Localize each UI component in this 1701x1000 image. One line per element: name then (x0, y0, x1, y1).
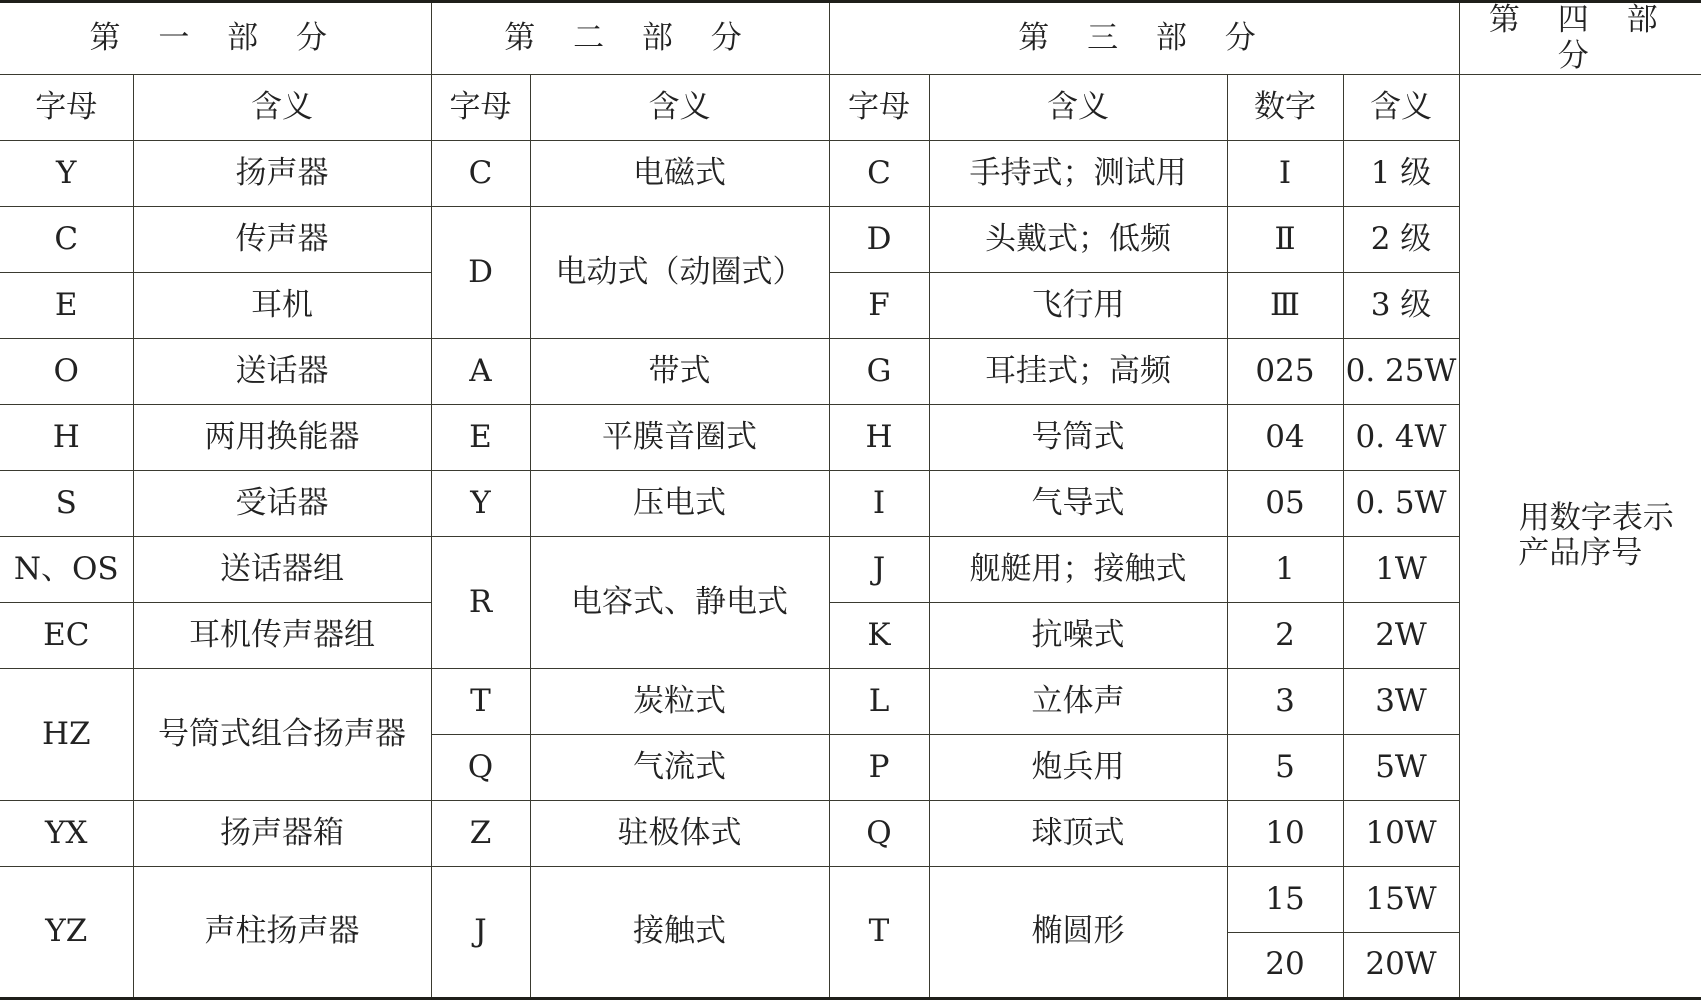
part2-meaning: 带式 (530, 339, 829, 405)
part3-number: Ⅱ (1227, 207, 1343, 273)
part2-letter: Q (431, 735, 530, 801)
part3-letter-meaning: 头戴式；低频 (929, 207, 1227, 273)
part3-number: 1 (1227, 537, 1343, 603)
part3-number-meaning-header: 含义 (1343, 75, 1459, 141)
table-row (0, 801, 1701, 867)
part3-number: Ⅲ (1227, 273, 1343, 339)
part1-letter: YX (0, 801, 133, 867)
part1-meaning: 传声器 (133, 207, 431, 273)
part3-letter-meaning: 飞行用 (929, 273, 1227, 339)
part4-line2: 产品序号 (1460, 536, 1701, 572)
part1-letter: N、OS (0, 537, 133, 603)
part3-number-header: 数字 (1227, 75, 1343, 141)
part3-letter-meaning: 耳挂式；高频 (929, 339, 1227, 405)
part3-letter-meaning: 气导式 (929, 471, 1227, 537)
part3-letter: P (829, 735, 929, 801)
part2-meaning: 气流式 (530, 735, 829, 801)
part2-letter-header: 字母 (431, 75, 530, 141)
part4-header: 第 四 部 分 (1459, 2, 1701, 75)
part3-letter: F (829, 273, 929, 339)
part3-letter-header: 字母 (829, 75, 929, 141)
part2-letter: C (431, 141, 530, 207)
part3-letter-meaning: 抗噪式 (929, 603, 1227, 669)
part3-number: 025 (1227, 339, 1343, 405)
part1-meaning: 受话器 (133, 471, 431, 537)
part1-letter: Y (0, 141, 133, 207)
part2-letter: E (431, 405, 530, 471)
part2-header: 第 二 部 分 (431, 2, 829, 75)
part3-number-meaning: 2W (1343, 603, 1459, 669)
part3-number-meaning: 2 级 (1343, 207, 1459, 273)
part3-letter-meaning: 炮兵用 (929, 735, 1227, 801)
part1-header: 第 一 部 分 (0, 2, 431, 75)
part2-meaning: 驻极体式 (530, 801, 829, 867)
part1-letter: S (0, 471, 133, 537)
part1-meaning-header: 含义 (133, 75, 431, 141)
part2-meaning: 电磁式 (530, 141, 829, 207)
part3-number: 04 (1227, 405, 1343, 471)
part3-number-meaning: 20W (1343, 933, 1459, 999)
part1-meaning: 号筒式组合扬声器 (133, 669, 431, 801)
part1-meaning: 耳机传声器组 (133, 603, 431, 669)
column-header-row (0, 75, 1701, 141)
part1-meaning: 声柱扬声器 (133, 867, 431, 999)
part1-letter: HZ (0, 669, 133, 801)
part3-number-meaning: 1 级 (1343, 141, 1459, 207)
table-row (0, 471, 1701, 537)
part3-number: 10 (1227, 801, 1343, 867)
part2-meaning: 电容式、静电式 (530, 537, 829, 669)
part3-letter-meaning: 手持式；测试用 (929, 141, 1227, 207)
part4-line1: 用数字表示 (1460, 501, 1701, 537)
part2-letter: Z (431, 801, 530, 867)
part3-number-meaning: 1W (1343, 537, 1459, 603)
part1-letter: C (0, 207, 133, 273)
part2-meaning: 平膜音圈式 (530, 405, 829, 471)
part2-meaning: 炭粒式 (530, 669, 829, 735)
table-row (0, 339, 1701, 405)
part1-letter: O (0, 339, 133, 405)
part2-letter: D (431, 207, 530, 339)
part3-letter-meaning: 球顶式 (929, 801, 1227, 867)
part1-meaning: 扬声器箱 (133, 801, 431, 867)
part1-meaning: 耳机 (133, 273, 431, 339)
table-row (0, 141, 1701, 207)
part2-letter: T (431, 669, 530, 735)
part3-letter: T (829, 867, 929, 999)
table-row (0, 603, 1701, 669)
part3-number-meaning: 0. 5W (1343, 471, 1459, 537)
part3-number-meaning: 0. 25W (1343, 339, 1459, 405)
part3-letter-meaning: 舰艇用；接触式 (929, 537, 1227, 603)
part3-letter: D (829, 207, 929, 273)
part2-meaning: 接触式 (530, 867, 829, 999)
part3-number: 2 (1227, 603, 1343, 669)
part3-letter-meaning: 立体声 (929, 669, 1227, 735)
part1-meaning: 扬声器 (133, 141, 431, 207)
part3-letter: K (829, 603, 929, 669)
part1-meaning: 送话器 (133, 339, 431, 405)
part3-letter: I (829, 471, 929, 537)
part1-meaning: 送话器组 (133, 537, 431, 603)
part3-meaning-header: 含义 (929, 75, 1227, 141)
part2-letter: Y (431, 471, 530, 537)
part1-letter: YZ (0, 867, 133, 999)
part3-letter: J (829, 537, 929, 603)
part3-letter: G (829, 339, 929, 405)
part1-letter: EC (0, 603, 133, 669)
table-row (0, 273, 1701, 339)
part3-letter-meaning: 号筒式 (929, 405, 1227, 471)
part3-letter: L (829, 669, 929, 735)
part3-number: 5 (1227, 735, 1343, 801)
part3-letter: H (829, 405, 929, 471)
part3-number: 05 (1227, 471, 1343, 537)
part3-letter: Q (829, 801, 929, 867)
part4-description (1459, 75, 1701, 999)
part3-number: Ⅰ (1227, 141, 1343, 207)
part2-letter: J (431, 867, 530, 999)
part3-number-meaning: 5W (1343, 735, 1459, 801)
part1-letter-header: 字母 (0, 75, 133, 141)
part3-number-meaning: 10W (1343, 801, 1459, 867)
part3-number: 15 (1227, 867, 1343, 933)
part3-number: 3 (1227, 669, 1343, 735)
part3-number-meaning: 3W (1343, 669, 1459, 735)
part3-number: 20 (1227, 933, 1343, 999)
part3-letter: C (829, 141, 929, 207)
part-header-row (0, 2, 1701, 75)
part3-number-meaning: 0. 4W (1343, 405, 1459, 471)
part2-meaning: 压电式 (530, 471, 829, 537)
table-row (0, 669, 1701, 735)
part2-letter: R (431, 537, 530, 669)
table-row (0, 867, 1701, 933)
table-row (0, 537, 1701, 603)
part2-meaning: 电动式（动圈式） (530, 207, 829, 339)
part1-letter: E (0, 273, 133, 339)
part3-number-meaning: 15W (1343, 867, 1459, 933)
part3-header: 第 三 部 分 (829, 2, 1459, 75)
part2-letter: A (431, 339, 530, 405)
part3-number-meaning: 3 级 (1343, 273, 1459, 339)
part3-letter-meaning: 椭圆形 (929, 867, 1227, 999)
table-row (0, 207, 1701, 273)
part2-meaning-header: 含义 (530, 75, 829, 141)
part1-letter: H (0, 405, 133, 471)
part1-meaning: 两用换能器 (133, 405, 431, 471)
table-row (0, 405, 1701, 471)
